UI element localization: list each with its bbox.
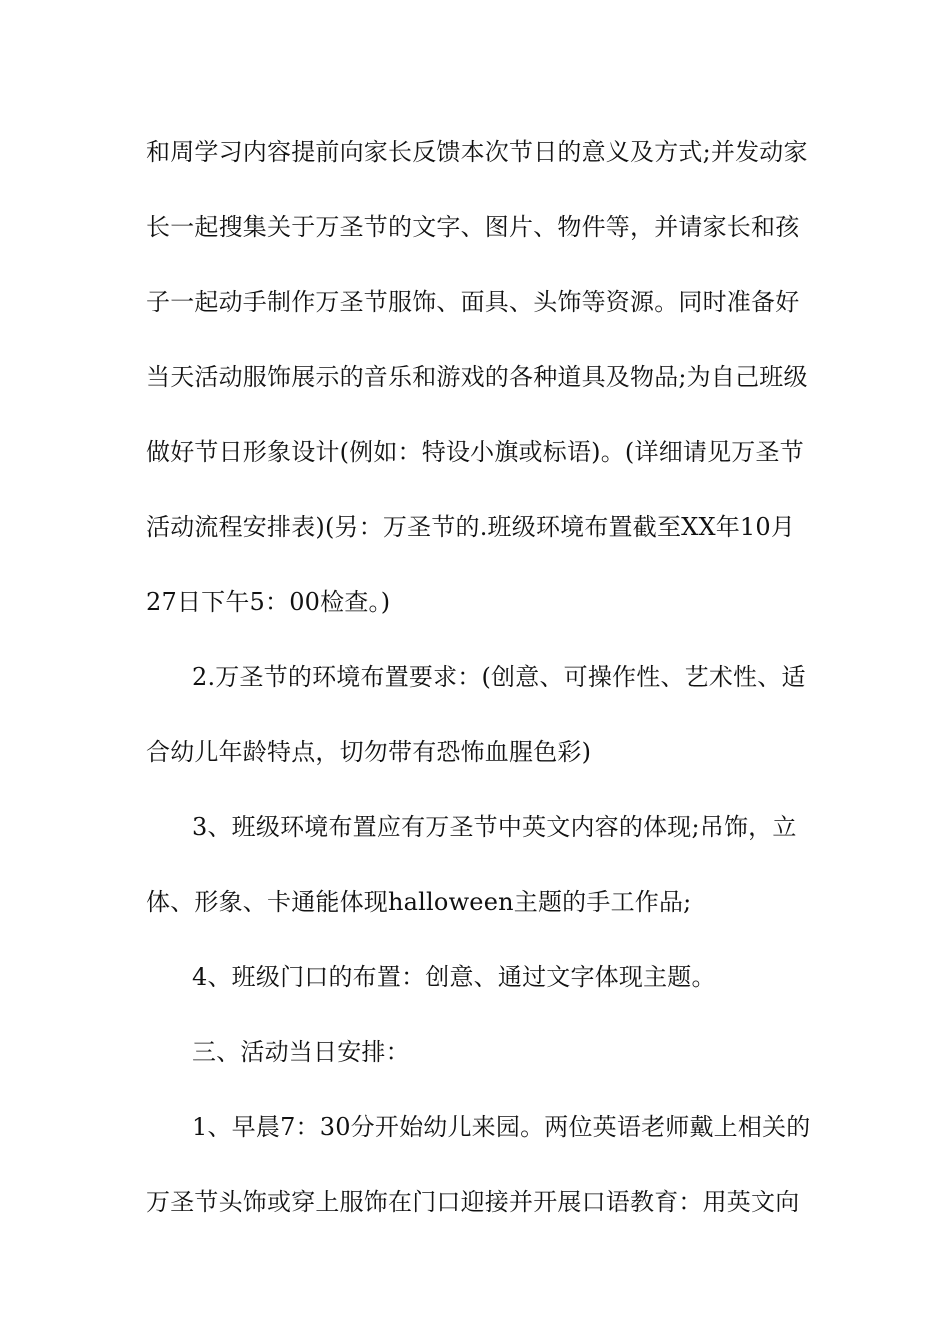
paragraph-line: 2.万圣节的环境布置要求：(创意、可操作性、艺术性、适 — [192, 663, 806, 691]
paragraph-line: 4、班级门口的布置：创意、通过文字体现主题。 — [192, 963, 716, 991]
paragraph-line: 活动流程安排表)(另：万圣节的.班级环境布置截至XX年10月 — [146, 513, 796, 541]
paragraph-line: 子一起动手制作万圣节服饰、面具、头饰等资源。同时准备好 — [146, 288, 800, 316]
section-heading: 三、活动当日安排： — [192, 1038, 410, 1066]
paragraph-line: 3、班级环境布置应有万圣节中英文内容的体现;吊饰，立 — [192, 813, 797, 841]
paragraph-line: 和周学习内容提前向家长反馈本次节日的意义及方式;并发动家 — [146, 138, 808, 166]
paragraph-line: 做好节日形象设计(例如：特设小旗或标语)。(详细请见万圣节 — [146, 438, 804, 466]
paragraph-line: 1、早晨7：30分开始幼儿来园。两位英语老师戴上相关的 — [192, 1113, 811, 1141]
paragraph-line: 27日下午5：00检查。) — [146, 588, 391, 616]
paragraph-line: 合幼儿年龄特点，切勿带有恐怖血腥色彩) — [146, 738, 592, 766]
paragraph-line: 体、形象、卡通能体现halloween主题的手工作品; — [146, 888, 692, 916]
paragraph-line: 万圣节头饰或穿上服饰在门口迎接并开展口语教育：用英文向 — [146, 1188, 800, 1216]
paragraph-line: 当天活动服饰展示的音乐和游戏的各种道具及物品;为自己班级 — [146, 363, 808, 391]
paragraph-line: 长一起搜集关于万圣节的文字、图片、物件等，并请家长和孩 — [146, 213, 800, 241]
